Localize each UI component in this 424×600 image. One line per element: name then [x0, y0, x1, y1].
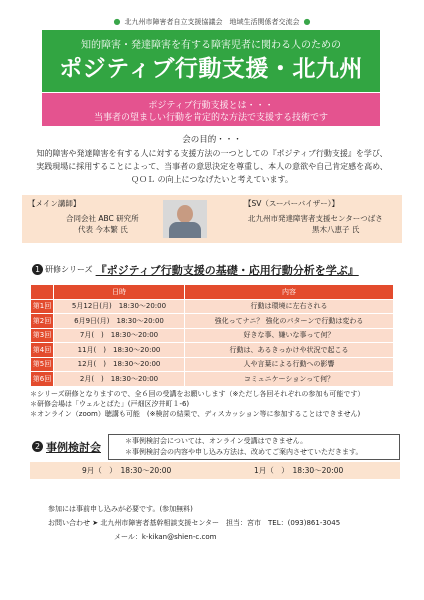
organizer-text: 北九州市障害者自立支援協議会 地域生活関係者交流会 — [124, 18, 300, 26]
schedule-row — [31, 314, 394, 329]
session-topic: 強化ってナニ？ 強化のパターンで行動は変わる — [185, 314, 394, 329]
session-date: 5月12日(月) 18:30～20:00 — [54, 299, 185, 314]
note-online: ＊オンライン（zoom）聴講も可能 (※検討の結果で、ディスカッション等に参加することはできません) — [30, 410, 361, 418]
hero-subtitle: 知的障害・発達障害を有する障害児者に関わる人のための — [81, 40, 341, 51]
definition-banner — [42, 93, 380, 126]
purpose-title: 会の目的・・・ — [182, 135, 242, 145]
purpose-line-1: 知的障害や発達障害を有する人に対する支援方法の一つとしての『ポジティブ行動支援』を学び、 — [36, 149, 388, 158]
schedule-row — [31, 299, 394, 314]
session-date: 7月( ) 18:30～20:00 — [54, 328, 185, 343]
bullet-icon: ● — [113, 17, 121, 26]
case-date-1: 9月（ ） 18:30～20:00 — [82, 466, 172, 475]
photo-head — [177, 205, 193, 223]
hero-banner — [42, 30, 380, 92]
session-topic: コミュニケーションって何？ — [185, 372, 394, 387]
contact-line: お問い合わせ ➤ 北九州市障害者基幹相談支援センター 担当：宮市 TEL：(093)861-3045 — [48, 519, 341, 527]
purpose-line-3: ＱＯＬ の向上につなげたいと考えています。 — [131, 175, 293, 184]
case-note-2: ＊事例検討会の内容や申し込み方法は、改めてご案内させていただきます。 — [125, 448, 363, 456]
registration-note: 参加には事前申し込みが必要です。(参加無料) — [48, 505, 193, 513]
section-2-title: 事例検討会 — [46, 440, 101, 454]
schedule-table — [30, 284, 394, 387]
session-topic: 好きな事、嫌いな事って何？ — [185, 328, 394, 343]
main-speaker-label: 【メイン講師】 — [28, 199, 81, 208]
section-2-number: 2 — [32, 441, 43, 452]
speaker-photo — [163, 200, 207, 238]
organizer-line — [0, 17, 424, 27]
session-number: 第1回 — [31, 299, 54, 314]
schedule-row — [31, 328, 394, 343]
hero-title: ポジティブ行動支援・北九州 — [59, 56, 363, 82]
main-speaker-org: 合同会社 ABC 研究所 — [66, 214, 139, 223]
schedule-row — [31, 357, 394, 372]
supervisor-name: 黒木八恵子 氏 — [312, 225, 360, 234]
definition-line-2: 当事者の望ましい行動を肯定的な方法で支援する技術です — [93, 113, 328, 123]
session-date: 11月( ) 18:30～20:00 — [54, 343, 185, 358]
session-date: 6月9日(月) 18:30～20:00 — [54, 314, 185, 329]
bullet-icon: ● — [303, 17, 311, 26]
schedule-header-date: 日時 — [54, 285, 185, 300]
contact-footer — [48, 504, 418, 543]
section-1-number: 1 — [32, 264, 43, 275]
section-2-header — [32, 436, 101, 455]
schedule-header-topic: 内容 — [185, 285, 394, 300]
case-study-dates — [30, 462, 400, 479]
note-venue: ＊研修会場は「ウェルとばた」(戸畑区汐井町１-6) — [30, 400, 190, 408]
case-date-2: 1月（ ） 18:30～20:00 — [254, 466, 344, 475]
note-attendance: ＊シリーズ研修となりますので、全６回の受講をお願いします（※ただし各回それぞれの参加も可能です） — [30, 390, 365, 398]
section-1-title: 『ポジティブ行動支援の基礎・応用行動分析を学ぶ』 — [95, 263, 359, 277]
session-number: 第4回 — [31, 343, 54, 358]
supervisor-org: 北九州市発達障害者支援センターつばさ — [248, 214, 383, 223]
session-topic: 行動は環境に左右される — [185, 299, 394, 314]
speakers-box — [22, 195, 402, 243]
session-number: 第6回 — [31, 372, 54, 387]
case-note-1: ＊事例検討会については、オンライン受講はできません。 — [125, 437, 308, 445]
session-number: 第2回 — [31, 314, 54, 329]
schedule-row — [31, 343, 394, 358]
session-date: 12月( ) 18:30～20:00 — [54, 357, 185, 372]
supervisor — [244, 198, 402, 240]
purpose-line-2: 実践現場に採用することによって、当事者の意思決定を尊重し、本人の意欲や自己肯定感を高め、 — [36, 162, 388, 171]
session-topic: 人や言葉による行動への影響 — [185, 357, 394, 372]
section-1-label: 研修シリーズ — [45, 265, 93, 274]
main-speaker-name: 代表 今本繁 氏 — [78, 225, 128, 234]
schedule-header-no — [31, 285, 54, 300]
section-1-header — [32, 259, 402, 275]
session-topic: 行動は、あるきっかけや状況で起こる — [185, 343, 394, 358]
session-number: 第5回 — [31, 357, 54, 372]
series-notes — [30, 389, 410, 419]
photo-body — [169, 222, 201, 238]
definition-line-1: ポジティブ行動支援とは・・・ — [148, 101, 274, 111]
schedule-header-row — [31, 285, 394, 300]
purpose-section — [0, 134, 424, 186]
case-study-notes — [108, 434, 400, 460]
supervisor-label: 【SV（スーパーバイザー）】 — [244, 199, 340, 208]
contact-email: メール：k-kikan@shien-c.com — [114, 533, 217, 541]
session-date: 2月( ) 18:30～20:00 — [54, 372, 185, 387]
schedule-row — [31, 372, 394, 387]
session-number: 第3回 — [31, 328, 54, 343]
